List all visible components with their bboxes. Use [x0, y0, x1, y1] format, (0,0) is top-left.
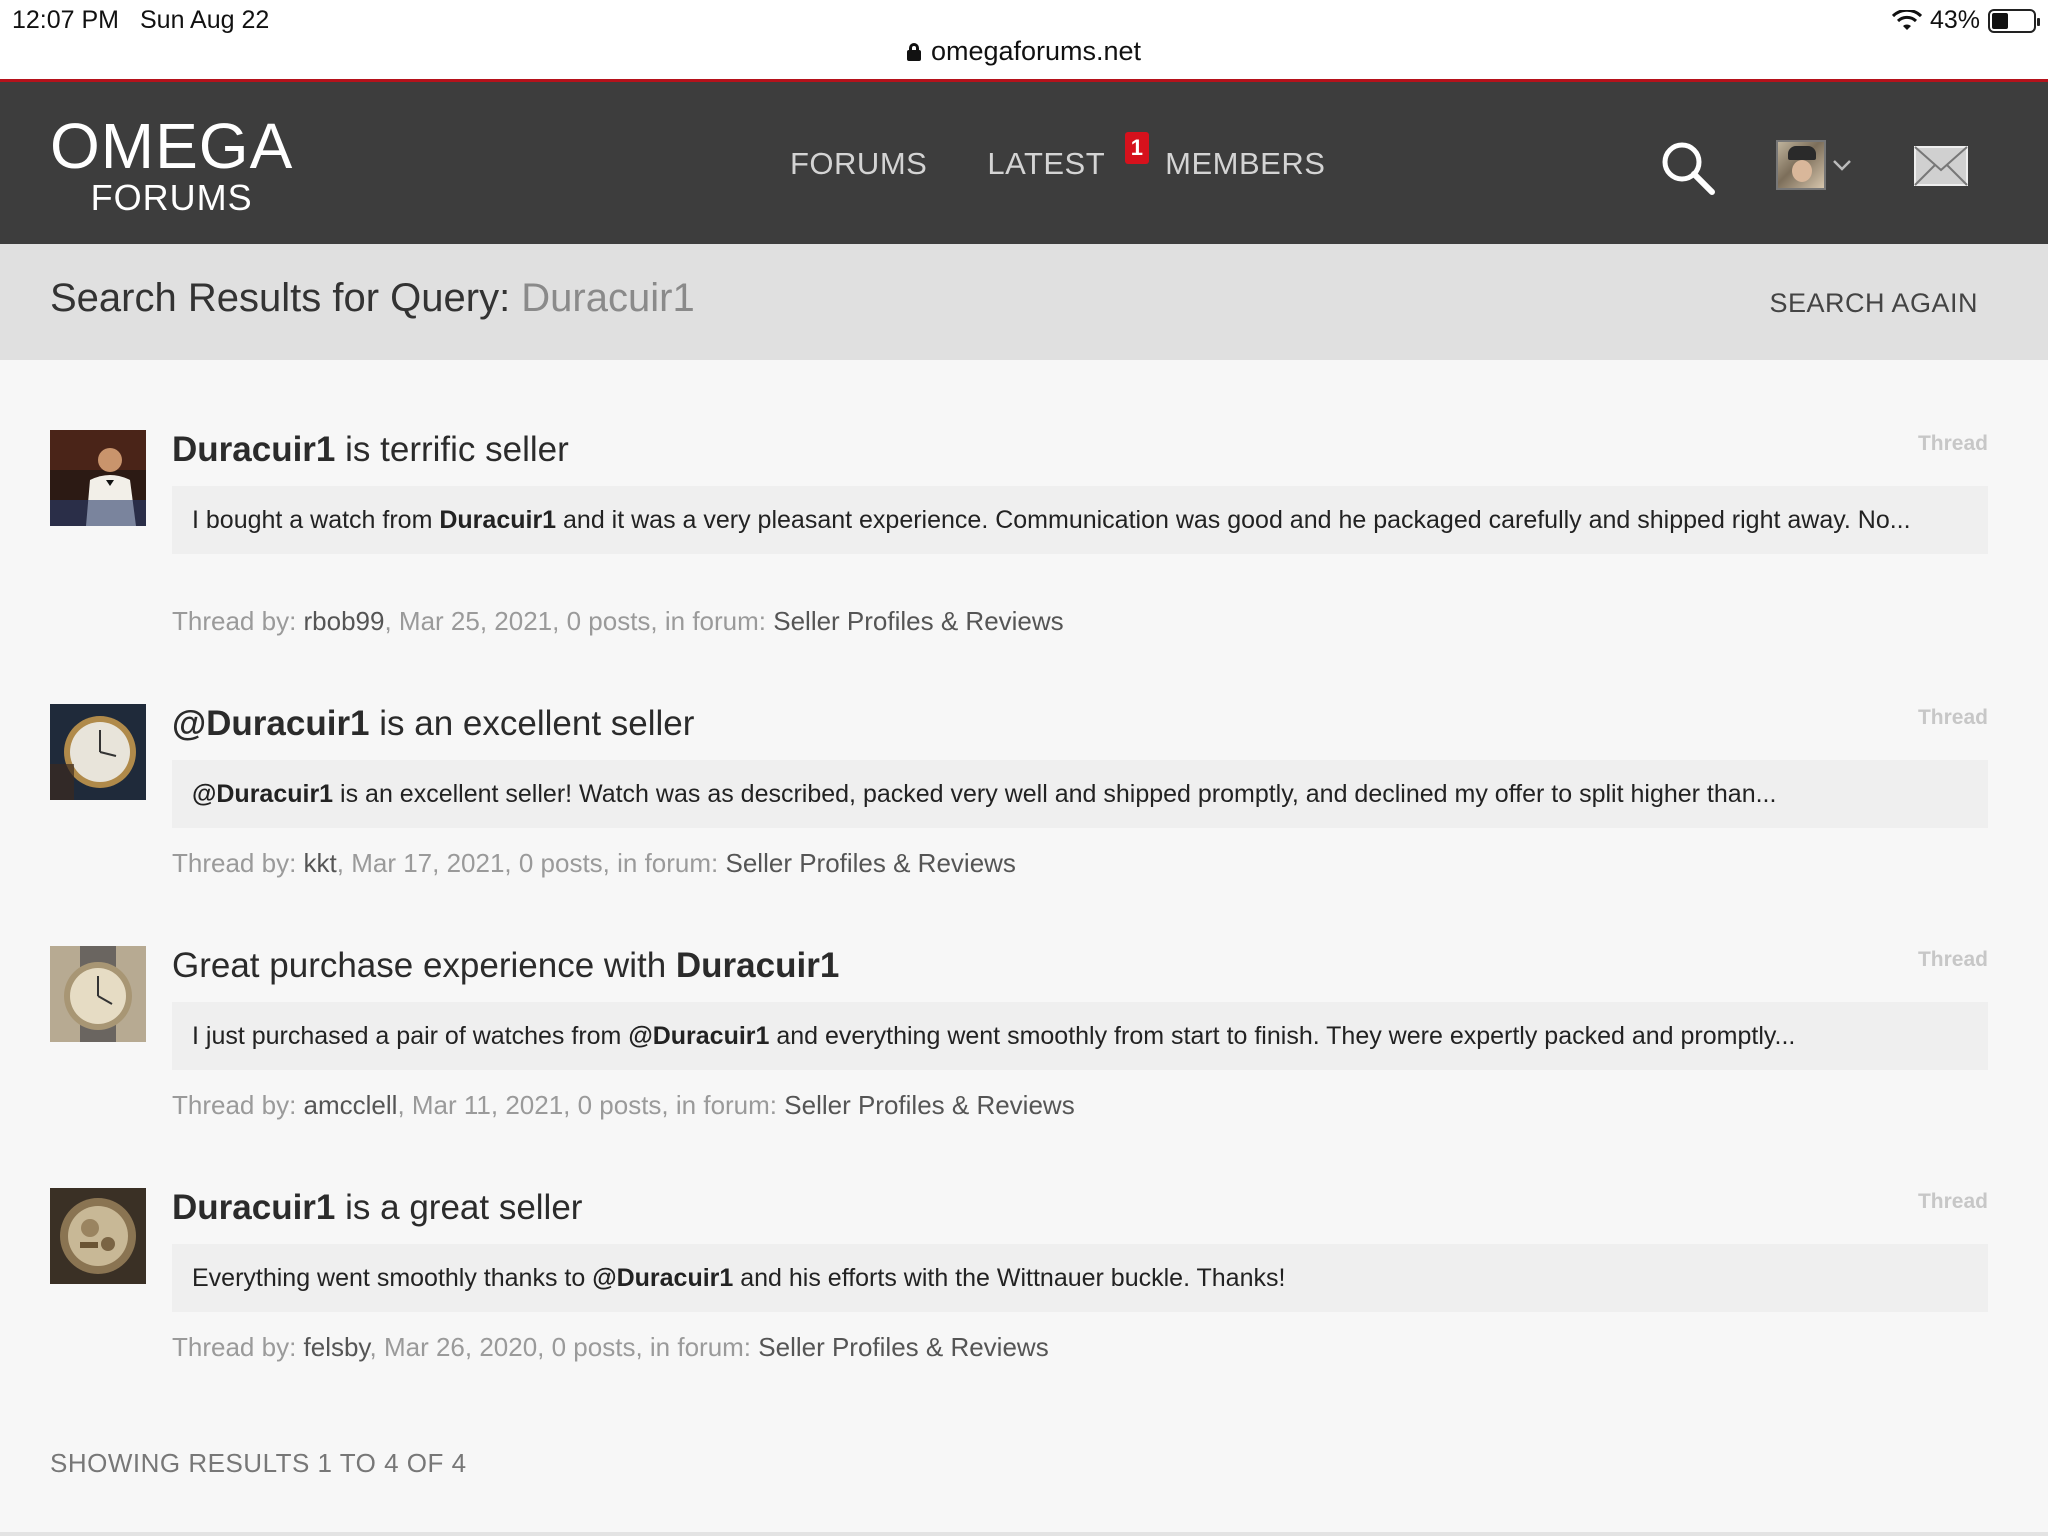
- avatar[interactable]: [50, 946, 146, 1042]
- nav-members[interactable]: MEMBERS: [1165, 146, 1326, 181]
- snippet-highlight: @Duracuir1: [592, 1264, 734, 1292]
- title-highlight: Duracuir1: [172, 1188, 336, 1227]
- site-logo[interactable]: [50, 110, 294, 218]
- nav-latest-label: LATEST: [987, 146, 1106, 181]
- status-time: 12:07 PM: [12, 6, 120, 34]
- result-meta: [172, 1090, 1075, 1121]
- snippet-text: and his efforts with the Wittnauer buckle. Thanks!: [733, 1264, 1286, 1292]
- author-link[interactable]: kkt: [303, 848, 337, 878]
- snippet-text: is an excellent seller! Watch was as described, packed very well and shipped promptly, and declined my offer to split higher than...: [333, 780, 1777, 808]
- forum-link[interactable]: Seller Profiles & Reviews: [784, 1090, 1075, 1120]
- query-label: Search Results for Query:: [50, 276, 522, 320]
- status-right: [1892, 6, 2036, 35]
- result-meta: [172, 848, 1016, 879]
- result-type-label: Thread: [1917, 432, 1988, 455]
- result-meta: [172, 1332, 1049, 1363]
- search-again-button[interactable]: SEARCH AGAIN: [1769, 288, 1978, 318]
- meta-label: Thread by:: [172, 1332, 304, 1362]
- result-title[interactable]: [172, 430, 569, 470]
- battery-percent: 43%: [1929, 6, 1980, 34]
- result-type-label: Thread: [1917, 948, 1988, 971]
- author-link[interactable]: amcclell: [303, 1090, 398, 1120]
- result-title[interactable]: [172, 1188, 582, 1228]
- nav-latest[interactable]: [987, 135, 1144, 182]
- meta-date: , Mar 17, 2021, 0 posts, in forum:: [336, 848, 726, 878]
- avatar: [1776, 140, 1826, 190]
- meta-label: Thread by:: [172, 848, 304, 878]
- result-type-label: Thread: [1917, 706, 1988, 729]
- result-type-label: Thread: [1917, 1190, 1988, 1213]
- results-count: SHOWING RESULTS 1 TO 4 OF 4: [50, 1448, 467, 1478]
- snippet-text: and everything went smoothly from start to finish. They were expertly packed and promptly...: [769, 1022, 1796, 1050]
- status-bar: [0, 0, 2048, 80]
- meta-date: , Mar 25, 2021, 0 posts, in forum:: [384, 606, 774, 636]
- address-bar[interactable]: [0, 36, 2048, 67]
- site-header: [0, 82, 2048, 244]
- result-snippet: [172, 760, 1988, 828]
- wifi-icon: [1892, 10, 1922, 32]
- search-results-header: [0, 244, 2048, 360]
- snippet-text: Everything went smoothly thanks to: [192, 1264, 593, 1292]
- nav-forums[interactable]: FORUMS: [790, 146, 928, 181]
- result-snippet: [172, 1002, 1988, 1070]
- result-title[interactable]: [172, 946, 839, 986]
- snippet-highlight: @Duracuir1: [628, 1022, 770, 1050]
- title-text: is an excellent seller: [369, 704, 695, 743]
- title-highlight: @Duracuir1: [172, 704, 370, 743]
- latest-badge: 1: [1125, 132, 1149, 164]
- status-date: Sun Aug 22: [140, 6, 270, 34]
- title-text: is a great seller: [335, 1188, 583, 1227]
- mail-icon[interactable]: [1914, 146, 1968, 186]
- page-title: [50, 276, 695, 321]
- snippet-text: I just purchased a pair of watches from: [192, 1022, 629, 1050]
- avatar[interactable]: [50, 704, 146, 800]
- meta-label: Thread by:: [172, 1090, 304, 1120]
- lock-icon: [907, 43, 921, 61]
- main-nav: [790, 135, 1326, 182]
- title-text: Great purchase experience with: [172, 946, 676, 985]
- logo-text-omega: OMEGA: [50, 110, 294, 182]
- meta-label: Thread by:: [172, 606, 304, 636]
- author-link[interactable]: felsby: [303, 1332, 370, 1362]
- result-meta: [172, 606, 1064, 637]
- result-snippet: [172, 486, 1988, 554]
- divider: [0, 1532, 2048, 1536]
- battery-icon: [1988, 9, 2036, 33]
- user-menu[interactable]: [1776, 140, 1852, 190]
- forum-link[interactable]: Seller Profiles & Reviews: [773, 606, 1064, 636]
- search-icon[interactable]: [1660, 140, 1716, 196]
- meta-date: , Mar 26, 2020, 0 posts, in forum:: [369, 1332, 759, 1362]
- url-text: omegaforums.net: [930, 36, 1142, 66]
- result-title[interactable]: [172, 704, 694, 744]
- snippet-highlight: @Duracuir1: [192, 780, 334, 808]
- chevron-down-icon: [1832, 158, 1852, 172]
- forum-link[interactable]: Seller Profiles & Reviews: [758, 1332, 1049, 1362]
- query-value: Duracuir1: [521, 276, 695, 320]
- snippet-highlight: Duracuir1: [439, 506, 557, 534]
- author-link[interactable]: rbob99: [303, 606, 385, 636]
- logo-text-forums: FORUMS: [90, 177, 253, 218]
- meta-date: , Mar 11, 2021, 0 posts, in forum:: [397, 1090, 785, 1120]
- snippet-text: I bought a watch from: [192, 506, 440, 534]
- forum-link[interactable]: Seller Profiles & Reviews: [725, 848, 1016, 878]
- title-highlight: Duracuir1: [172, 430, 336, 469]
- snippet-text: and it was a very pleasant experience. Communication was good and he packaged carefully and shipped right away. No...: [556, 506, 1911, 534]
- title-text: is terrific seller: [335, 430, 569, 469]
- avatar[interactable]: [50, 430, 146, 526]
- result-snippet: [172, 1244, 1988, 1312]
- title-highlight: Duracuir1: [675, 946, 840, 985]
- avatar[interactable]: [50, 1188, 146, 1284]
